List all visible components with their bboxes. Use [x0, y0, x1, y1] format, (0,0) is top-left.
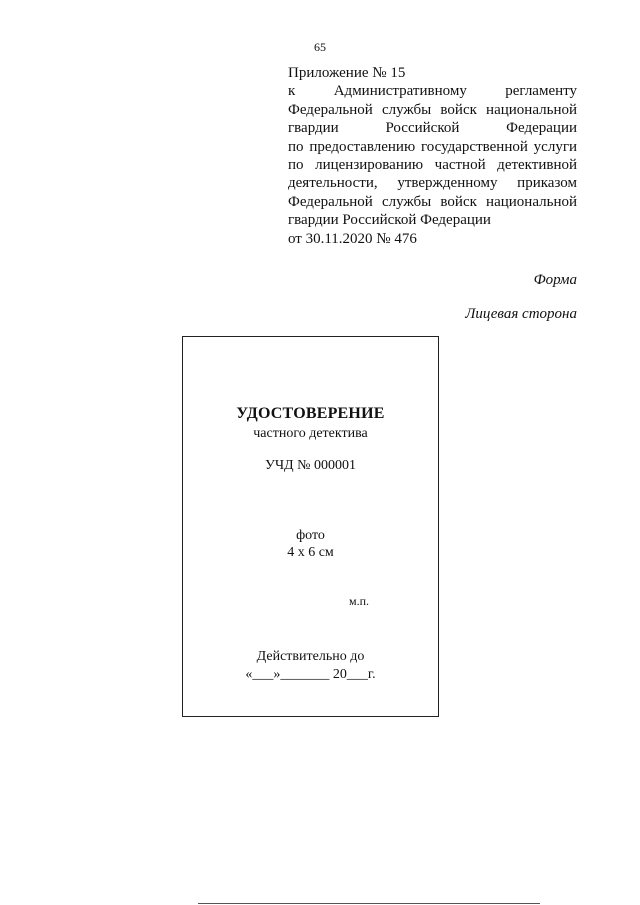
validity-label: Действительно до: [256, 649, 365, 664]
form-label: Форма: [533, 272, 577, 288]
stamp-place-label: м.п.: [349, 594, 370, 608]
appendix-block: [288, 64, 577, 248]
appendix-line: гвардии Российской Федерации: [288, 212, 491, 229]
photo-size-label: 4 х 6 см: [287, 545, 334, 560]
photo-placeholder-label: фото: [296, 528, 325, 543]
certificate-number: УЧД № 000001: [265, 458, 356, 473]
page-number: 65: [314, 40, 326, 54]
appendix-date: от 30.11.2020 № 476: [288, 230, 417, 247]
appendix-line: гвардии Российской Федерации: [288, 120, 577, 137]
validity-date-field: «___»_______ 20___г.: [245, 667, 376, 682]
appendix-line: Федеральной службы войск национальной: [288, 193, 577, 210]
appendix-line: по предоставлению государственной услуги: [288, 138, 577, 155]
certificate-title: УДОСТОВЕРЕНИЕ: [236, 405, 385, 422]
page-bottom-rule: [198, 903, 540, 904]
appendix-line: деятельности, утвержденному приказом: [288, 175, 577, 192]
certificate-card: [182, 336, 439, 717]
side-label: Лицевая сторона: [465, 306, 577, 322]
appendix-title: Приложение № 15: [288, 65, 406, 81]
appendix-line: по лицензированию частной детективной: [288, 157, 577, 174]
appendix-line: Федеральной службы войск национальной: [288, 101, 577, 118]
certificate-subtitle: частного детектива: [253, 426, 368, 441]
appendix-line: к Административному регламенту: [288, 83, 577, 100]
